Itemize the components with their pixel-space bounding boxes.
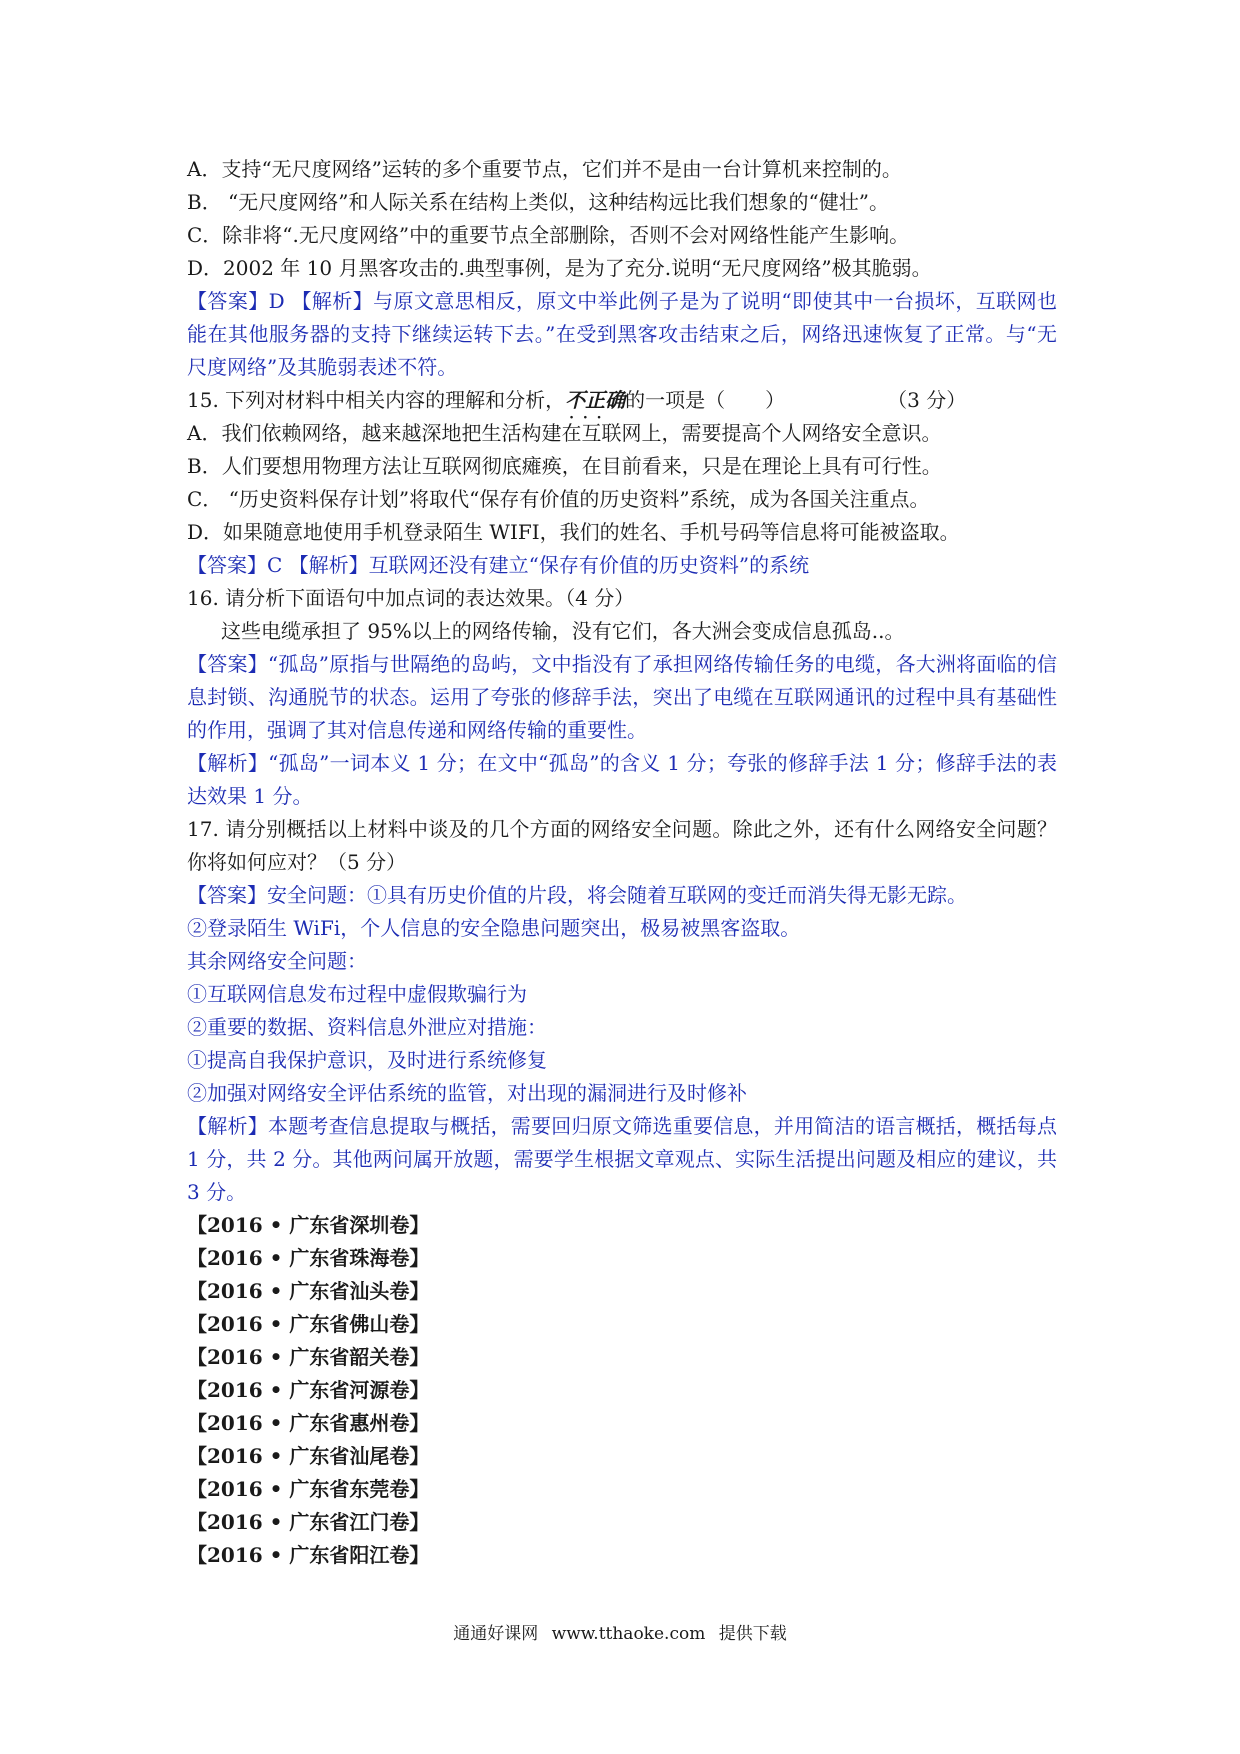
q17-analysis: 【解析】本题考查信息提取与概括，需要回归原文筛选重要信息，并用简洁的语言概括，概括每点 1 分，共 2 分。其他两问属开放题，需要学生根据文章观点、实际生活提出问题及相应的建议，共 3 分。 xyxy=(187,1114,1057,1204)
footer-note: 提供下载 xyxy=(718,1624,787,1644)
paper-list-item: 【2016 • 广东省深圳卷】 xyxy=(187,1213,430,1237)
q15-stem-post: 的一项是（ ） xyxy=(625,388,786,412)
q17-answer-line-4: ①互联网信息发布过程中虚假欺骗行为 xyxy=(187,982,527,1006)
q15-option-b: B．人们要想用物理方法让互联网彻底瘫痪，在目前看来，只是在理论上具有可行性。 xyxy=(187,454,942,478)
paper-list-item: 【2016 • 广东省惠州卷】 xyxy=(187,1411,430,1435)
q16-answer: 【答案】“孤岛”原指与世隔绝的岛屿，文中指没有了承担网络传输任务的电缆，各大洲将面临的信息封锁、沟通脱节的状态。运用了夸张的修辞手法，突出了电缆在互联网通讯的过程中具有基础性的作用，强调了其对信息传递和网络传输的重要性。 xyxy=(187,652,1057,742)
paper-list-item: 【2016 • 广东省汕头卷】 xyxy=(187,1279,430,1303)
q16-analysis: 【解析】“孤岛”一词本义 1 分；在文中“孤岛”的含义 1 分；夸张的修辞手法 1 分；修辞手法的表达效果 1 分。 xyxy=(187,751,1057,808)
q15-stem xyxy=(187,384,1057,417)
q15-stem-pre: 15. 下列对材料中相关内容的理解和分析， xyxy=(187,388,566,412)
paper-list-item: 【2016 • 广东省汕尾卷】 xyxy=(187,1444,430,1468)
q17-answer-line-1: 【答案】安全问题：①具有历史价值的片段，将会随着互联网的变迁而消失得无影无踪。 xyxy=(187,883,967,907)
q17-answer-line-2: ②登录陌生 WiFi，个人信息的安全隐患问题突出，极易被黑客盗取。 xyxy=(187,916,801,940)
paper-list-item: 【2016 • 广东省河源卷】 xyxy=(187,1378,430,1402)
q14-option-a: A．支持“无尺度网络”运转的多个重要节点，它们并不是由一台计算机来控制的。 xyxy=(187,157,902,181)
q17-stem: 17. 请分别概括以上材料中谈及的几个方面的网络安全问题。除此之外，还有什么网络安全问题？你将如何应对？（5 分） xyxy=(187,817,1057,874)
footer-url[interactable]: www.tthaoke.com xyxy=(551,1624,706,1644)
q15-score: （3 分） xyxy=(897,388,967,412)
paper-list-item: 【2016 • 广东省江门卷】 xyxy=(187,1510,430,1534)
q14-option-c: C．除非将“.无尺度网络”中的重要节点全部删除，否则不会对网络性能产生影响。 xyxy=(187,223,910,247)
document-body xyxy=(187,153,1057,1572)
q15-stem-emphasis: 不正确 · · · xyxy=(565,388,625,412)
paper-list xyxy=(187,1209,1057,1572)
paper-list-item: 【2016 • 广东省阳江卷】 xyxy=(187,1543,430,1567)
q17-answer-line-6: ①提高自我保护意识，及时进行系统修复 xyxy=(187,1048,547,1072)
paper-list-item: 【2016 • 广东省珠海卷】 xyxy=(187,1246,430,1270)
q15-option-c: C． “历史资料保存计划”将取代“保存有价值的历史资料”系统，成为各国关注重点。 xyxy=(187,487,930,511)
q16-stem: 16. 请分析下面语句中加点词的表达效果。（4 分） xyxy=(187,586,635,610)
q14-answer: 【答案】D 【解析】与原文意思相反，原文中举此例子是为了说明“即使其中一台损坏，互联网也能在其他服务器的支持下继续运转下去。”在受到黑客攻击结束之后，网络迅速恢复了正常。与“无尺度网络”及其脆弱表述不符。 xyxy=(187,289,1057,379)
q17-answer-line-7: ②加强对网络安全评估系统的监管，对出现的漏洞进行及时修补 xyxy=(187,1081,747,1105)
q15-answer: 【答案】C 【解析】互联网还没有建立“保存有价值的历史资料”的系统 xyxy=(187,553,810,577)
q17-answer-line-3: 其余网络安全问题： xyxy=(187,949,367,973)
q15-option-d: D．如果随意地使用手机登录陌生 WIFI，我们的姓名、手机号码等信息将可能被盗取。 xyxy=(187,520,960,544)
q16-quote: 这些电缆承担了 95%以上的网络传输，没有它们，各大洲会变成信息孤岛..。 xyxy=(221,619,905,643)
q15-option-a: A．我们依赖网络，越来越深地把生活构建在互联网上，需要提高个人网络安全意识。 xyxy=(187,421,942,445)
paper-list-item: 【2016 • 广东省佛山卷】 xyxy=(187,1312,430,1336)
paper-list-item: 【2016 • 广东省东莞卷】 xyxy=(187,1477,430,1501)
q14-option-b: B． “无尺度网络”和人际关系在结构上类似，这种结构远比我们想象的“健壮”。 xyxy=(187,190,889,214)
paper-list-item: 【2016 • 广东省韶关卷】 xyxy=(187,1345,430,1369)
q14-option-d: D．2002 年 10 月黑客攻击的.典型事例，是为了充分.说明“无尺度网络”极其脆弱。 xyxy=(187,256,932,280)
q17-answer-line-5: ②重要的数据、资料信息外泄应对措施： xyxy=(187,1015,547,1039)
footer-site-name: 通通好课网 xyxy=(453,1624,539,1644)
page-footer xyxy=(0,1622,1240,1646)
